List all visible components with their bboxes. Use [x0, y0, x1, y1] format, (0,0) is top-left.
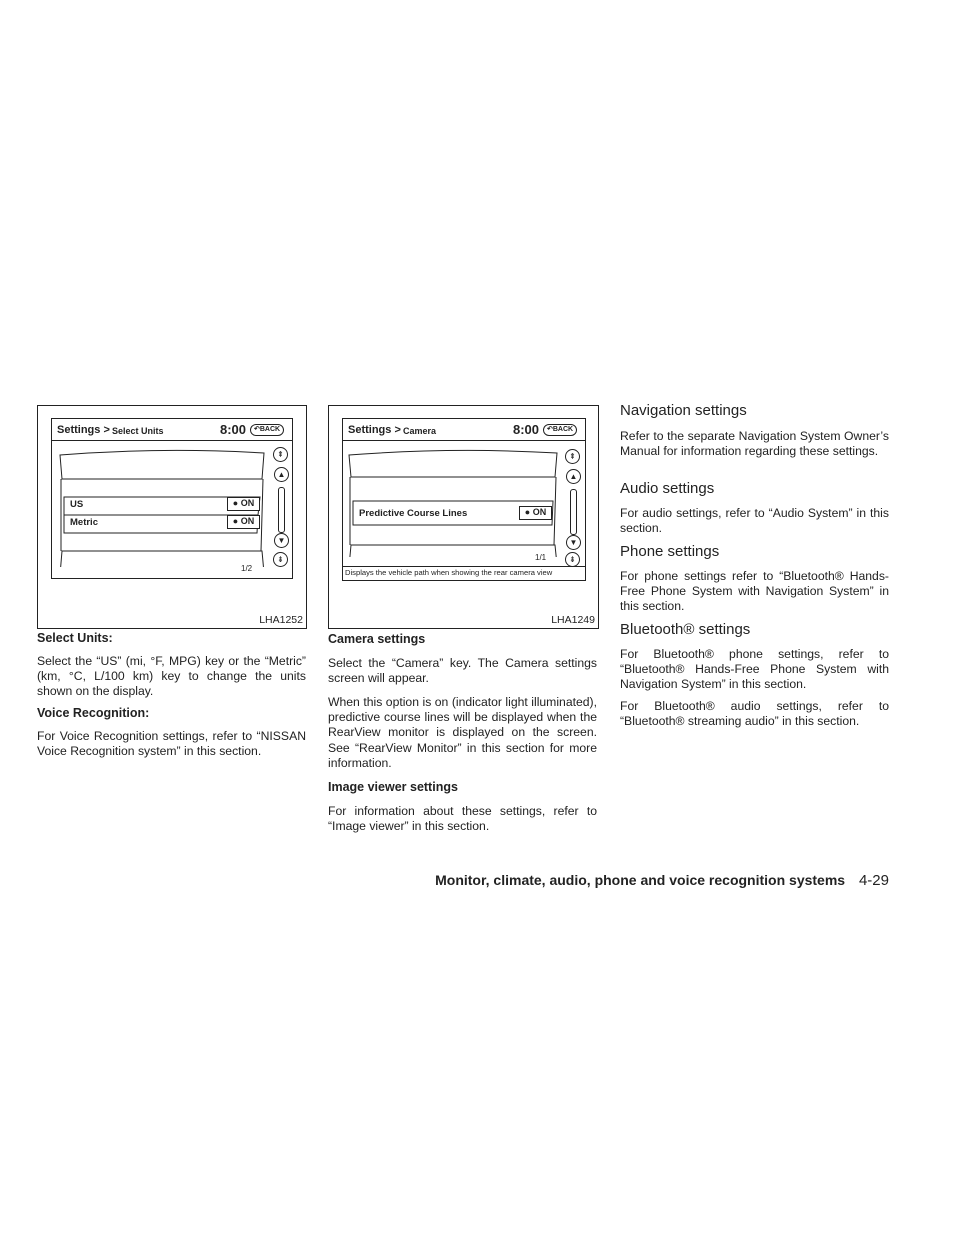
- figure-code: LHA1252: [259, 614, 303, 626]
- hint-text: Displays the vehicle path when showing the rear camera view: [345, 568, 553, 577]
- figure-code: LHA1249: [551, 614, 595, 626]
- list-row-empty: [349, 545, 557, 557]
- scroll-down-icon[interactable]: ▼: [566, 535, 581, 550]
- toggle-state: ON: [240, 498, 255, 508]
- heading-voice-recognition: Voice Recognition:: [37, 706, 150, 720]
- toggle-state: ON: [240, 516, 255, 526]
- list-row-empty: [60, 551, 264, 567]
- footer-page-number: 4-29: [858, 872, 889, 889]
- para-bluetooth-2: For Bluetooth® audio settings, refer to “Bluetooth® streaming audio” in this section.: [620, 699, 889, 729]
- heading-bluetooth-settings: Bluetooth® settings: [620, 621, 751, 638]
- heading-navigation-settings: Navigation settings: [620, 402, 747, 419]
- heading-select-units: Select Units:: [37, 631, 113, 645]
- back-label: BACK: [259, 426, 281, 433]
- scroll-down-icon[interactable]: ▼: [274, 533, 289, 548]
- heading-image-viewer: Image viewer settings: [328, 780, 458, 794]
- heading-camera-settings: Camera settings: [328, 632, 426, 646]
- footer: [435, 872, 889, 889]
- hint-divider: [343, 566, 585, 567]
- back-button[interactable]: ↶BACK: [250, 424, 284, 436]
- screen-camera: [342, 418, 586, 581]
- screen-subtitle: Select Units: [112, 426, 164, 436]
- header-divider: [343, 440, 585, 441]
- para-phone: For phone settings refer to “Bluetooth® Hands-Free Phone System with Navigation System” in this section.: [620, 569, 889, 614]
- header-divider: [52, 440, 292, 441]
- heading-audio-settings: Audio settings: [620, 480, 715, 497]
- toggle-state: ON: [532, 507, 547, 517]
- heading-phone-settings: Phone settings: [620, 543, 720, 560]
- footer-section-title: Monitor, climate, audio, phone and voice recognition systems: [435, 872, 846, 888]
- screen-subtitle: Camera: [403, 426, 437, 436]
- back-label: BACK: [552, 426, 574, 433]
- screen-title: Settings >: [57, 424, 110, 436]
- row-label-predictive: Predictive Course Lines: [359, 508, 468, 519]
- para-navigation: Refer to the separate Navigation System Owner’s Manual for information regarding these settings.: [620, 429, 889, 459]
- scroll-bottom-icon[interactable]: ⇟: [273, 552, 288, 567]
- para-camera-1: Select the “Camera” key. The Camera settings screen will appear.: [328, 656, 597, 686]
- para-audio: For audio settings, refer to “Audio System” in this section.: [620, 506, 889, 536]
- scroll-up-icon[interactable]: ▲: [566, 469, 581, 484]
- figure-select-units: [37, 405, 307, 629]
- screen-select-units: [51, 418, 293, 579]
- predictive-on-toggle[interactable]: ● ON: [519, 506, 552, 520]
- para-bluetooth-1: For Bluetooth® phone settings, refer to “Bluetooth® Hands-Free Phone System with Navigation System” in this section.: [620, 647, 889, 692]
- screen-title: Settings >: [348, 424, 401, 436]
- para-voice-recognition: For Voice Recognition settings, refer to “NISSAN Voice Recognition system” in this section.: [37, 729, 306, 759]
- scroll-top-icon[interactable]: ⇞: [273, 447, 288, 462]
- scrollbar[interactable]: [570, 489, 577, 535]
- scrollbar[interactable]: [278, 487, 285, 533]
- row-label-us: US: [70, 499, 84, 510]
- metric-on-toggle[interactable]: ● ON: [227, 515, 260, 529]
- scroll-bottom-icon[interactable]: ⇟: [565, 552, 580, 567]
- back-button[interactable]: ↶BACK: [543, 424, 577, 436]
- list-row-empty: [349, 450, 557, 477]
- para-camera-2: When this option is on (indicator light illuminated), predictive course lines will be displayed when the RearView monitor is displayed on the screen. See “RearView Monitor” in this section for more information.: [328, 695, 597, 770]
- list-edge: [261, 479, 263, 551]
- list-row-empty: [60, 450, 264, 479]
- para-image-viewer: For information about these settings, refer to “Image viewer” in this section.: [328, 804, 597, 834]
- scroll-up-icon[interactable]: ▲: [274, 467, 289, 482]
- para-select-units: Select the “US” (mi, °F, MPG) key or the “Metric” (km, °C, L/100 km) key to change the units shown on the display.: [37, 654, 306, 699]
- screen-time: 8:00: [513, 422, 540, 437]
- list-edge: [554, 477, 556, 545]
- page-indicator: 1/2: [241, 564, 253, 573]
- page-indicator: 1/1: [535, 553, 547, 562]
- figure-camera: [328, 405, 599, 629]
- settings-list: [343, 447, 585, 557]
- us-on-toggle[interactable]: ● ON: [227, 497, 260, 511]
- scroll-top-icon[interactable]: ⇞: [565, 449, 580, 464]
- screen-time: 8:00: [220, 422, 247, 437]
- row-label-metric: Metric: [70, 517, 98, 528]
